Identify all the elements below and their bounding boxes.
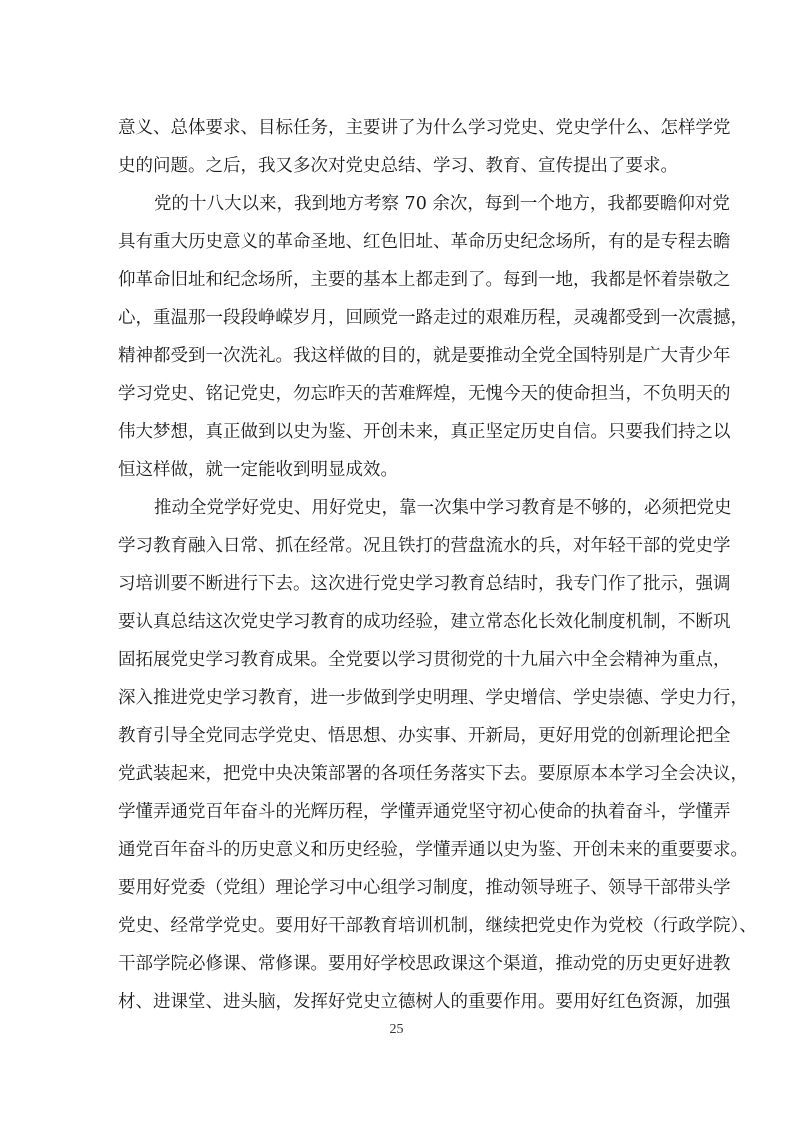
text-line-4: 具有重大历史意义的革命圣地、红色旧址、革命历史纪念场所，有的是专程去瞻 — [118, 232, 731, 252]
text-line-13: 习培训要不断进行下去。这次进行党史学习教育总结时，我专门作了批示，强调 — [118, 574, 731, 594]
text-line-6: 心，重温那一段段峥嵘岁月，回顾党一路走过的艰难历程，灵魂都受到一次震撼， — [118, 308, 748, 328]
text-line-8: 学习党史、铭记党史，勿忘昨天的苦难辉煌，无愧今天的使命担当，不负明天的 — [118, 384, 731, 404]
text-line-23: 干部学院必修课、常修课。要用好学校思政课这个渠道，推动党的历史更好进教 — [118, 954, 731, 974]
text-line-24: 材、进课堂、进头脑，发挥好党史立德树人的重要作用。要用好红色资源，加强 — [118, 992, 731, 1012]
text-line-16: 深入推进党史学习教育，进一步做到学史明理、学史增信、学史崇德、学史力行， — [118, 688, 748, 708]
text-line-17: 教育引导全党同志学党史、悟思想、办实事、开新局，更好用党的创新理论把全 — [118, 726, 731, 746]
text-line-1: 意义、总体要求、目标任务，主要讲了为什么学习党史、党史学什么、怎样学党 — [118, 118, 731, 138]
text-line-11: 推动全党学好党史、用好党史，靠一次集中学习教育是不够的，必须把党史 — [154, 498, 732, 518]
text-line-7: 精神都受到一次洗礼。我这样做的目的，就是要推动全党全国特别是广大青少年 — [118, 346, 731, 366]
text-line-10: 恒这样做，就一定能收到明显成效。 — [118, 460, 398, 480]
text-line-22: 党史、经常学党史。要用好干部教育培训机制，继续把党史作为党校（行政学院）、 — [118, 916, 757, 936]
page-number: 25 — [389, 1022, 404, 1037]
text-line-21: 要用好党委（党组）理论学习中心组学习制度，推动领导班子、领导干部带头学 — [118, 878, 731, 898]
text-line-9: 伟大梦想，真正做到以史为鉴、开创未来，真正坚定历史自信。只要我们持之以 — [118, 422, 731, 442]
text-line-15: 固拓展党史学习教育成果。全党要以学习贯彻党的十九届六中全会精神为重点， — [118, 650, 731, 670]
text-line-5: 仰革命旧址和纪念场所，主要的基本上都走到了。每到一地，我都是怀着崇敬之 — [118, 270, 731, 290]
text-line-14: 要认真总结这次党史学习教育的成功经验，建立常态化长效化制度机制，不断巩 — [118, 612, 731, 632]
text-line-19: 学懂弄通党百年奋斗的光辉历程，学懂弄通党坚守初心使命的执着奋斗，学懂弄 — [118, 802, 731, 822]
text-line-3: 党的十八大以来，我到地方考察 70 余次，每到一个地方，我都要瞻仰对党 — [154, 194, 730, 214]
body-text — [118, 109, 757, 1021]
text-line-12: 学习教育融入日常、抓在经常。况且铁打的营盘流水的兵，对年轻干部的党史学 — [118, 536, 731, 556]
text-line-20: 通党百年奋斗的历史意义和历史经验，学懂弄通以史为鉴、开创未来的重要要求。 — [118, 840, 748, 860]
text-line-2: 史的问题。之后，我又多次对党史总结、学习、教育、宣传提出了要求。 — [118, 156, 678, 176]
text-line-18: 党武装起来，把党中央决策部署的各项任务落实下去。要原原本本学习全会决议， — [118, 764, 748, 784]
